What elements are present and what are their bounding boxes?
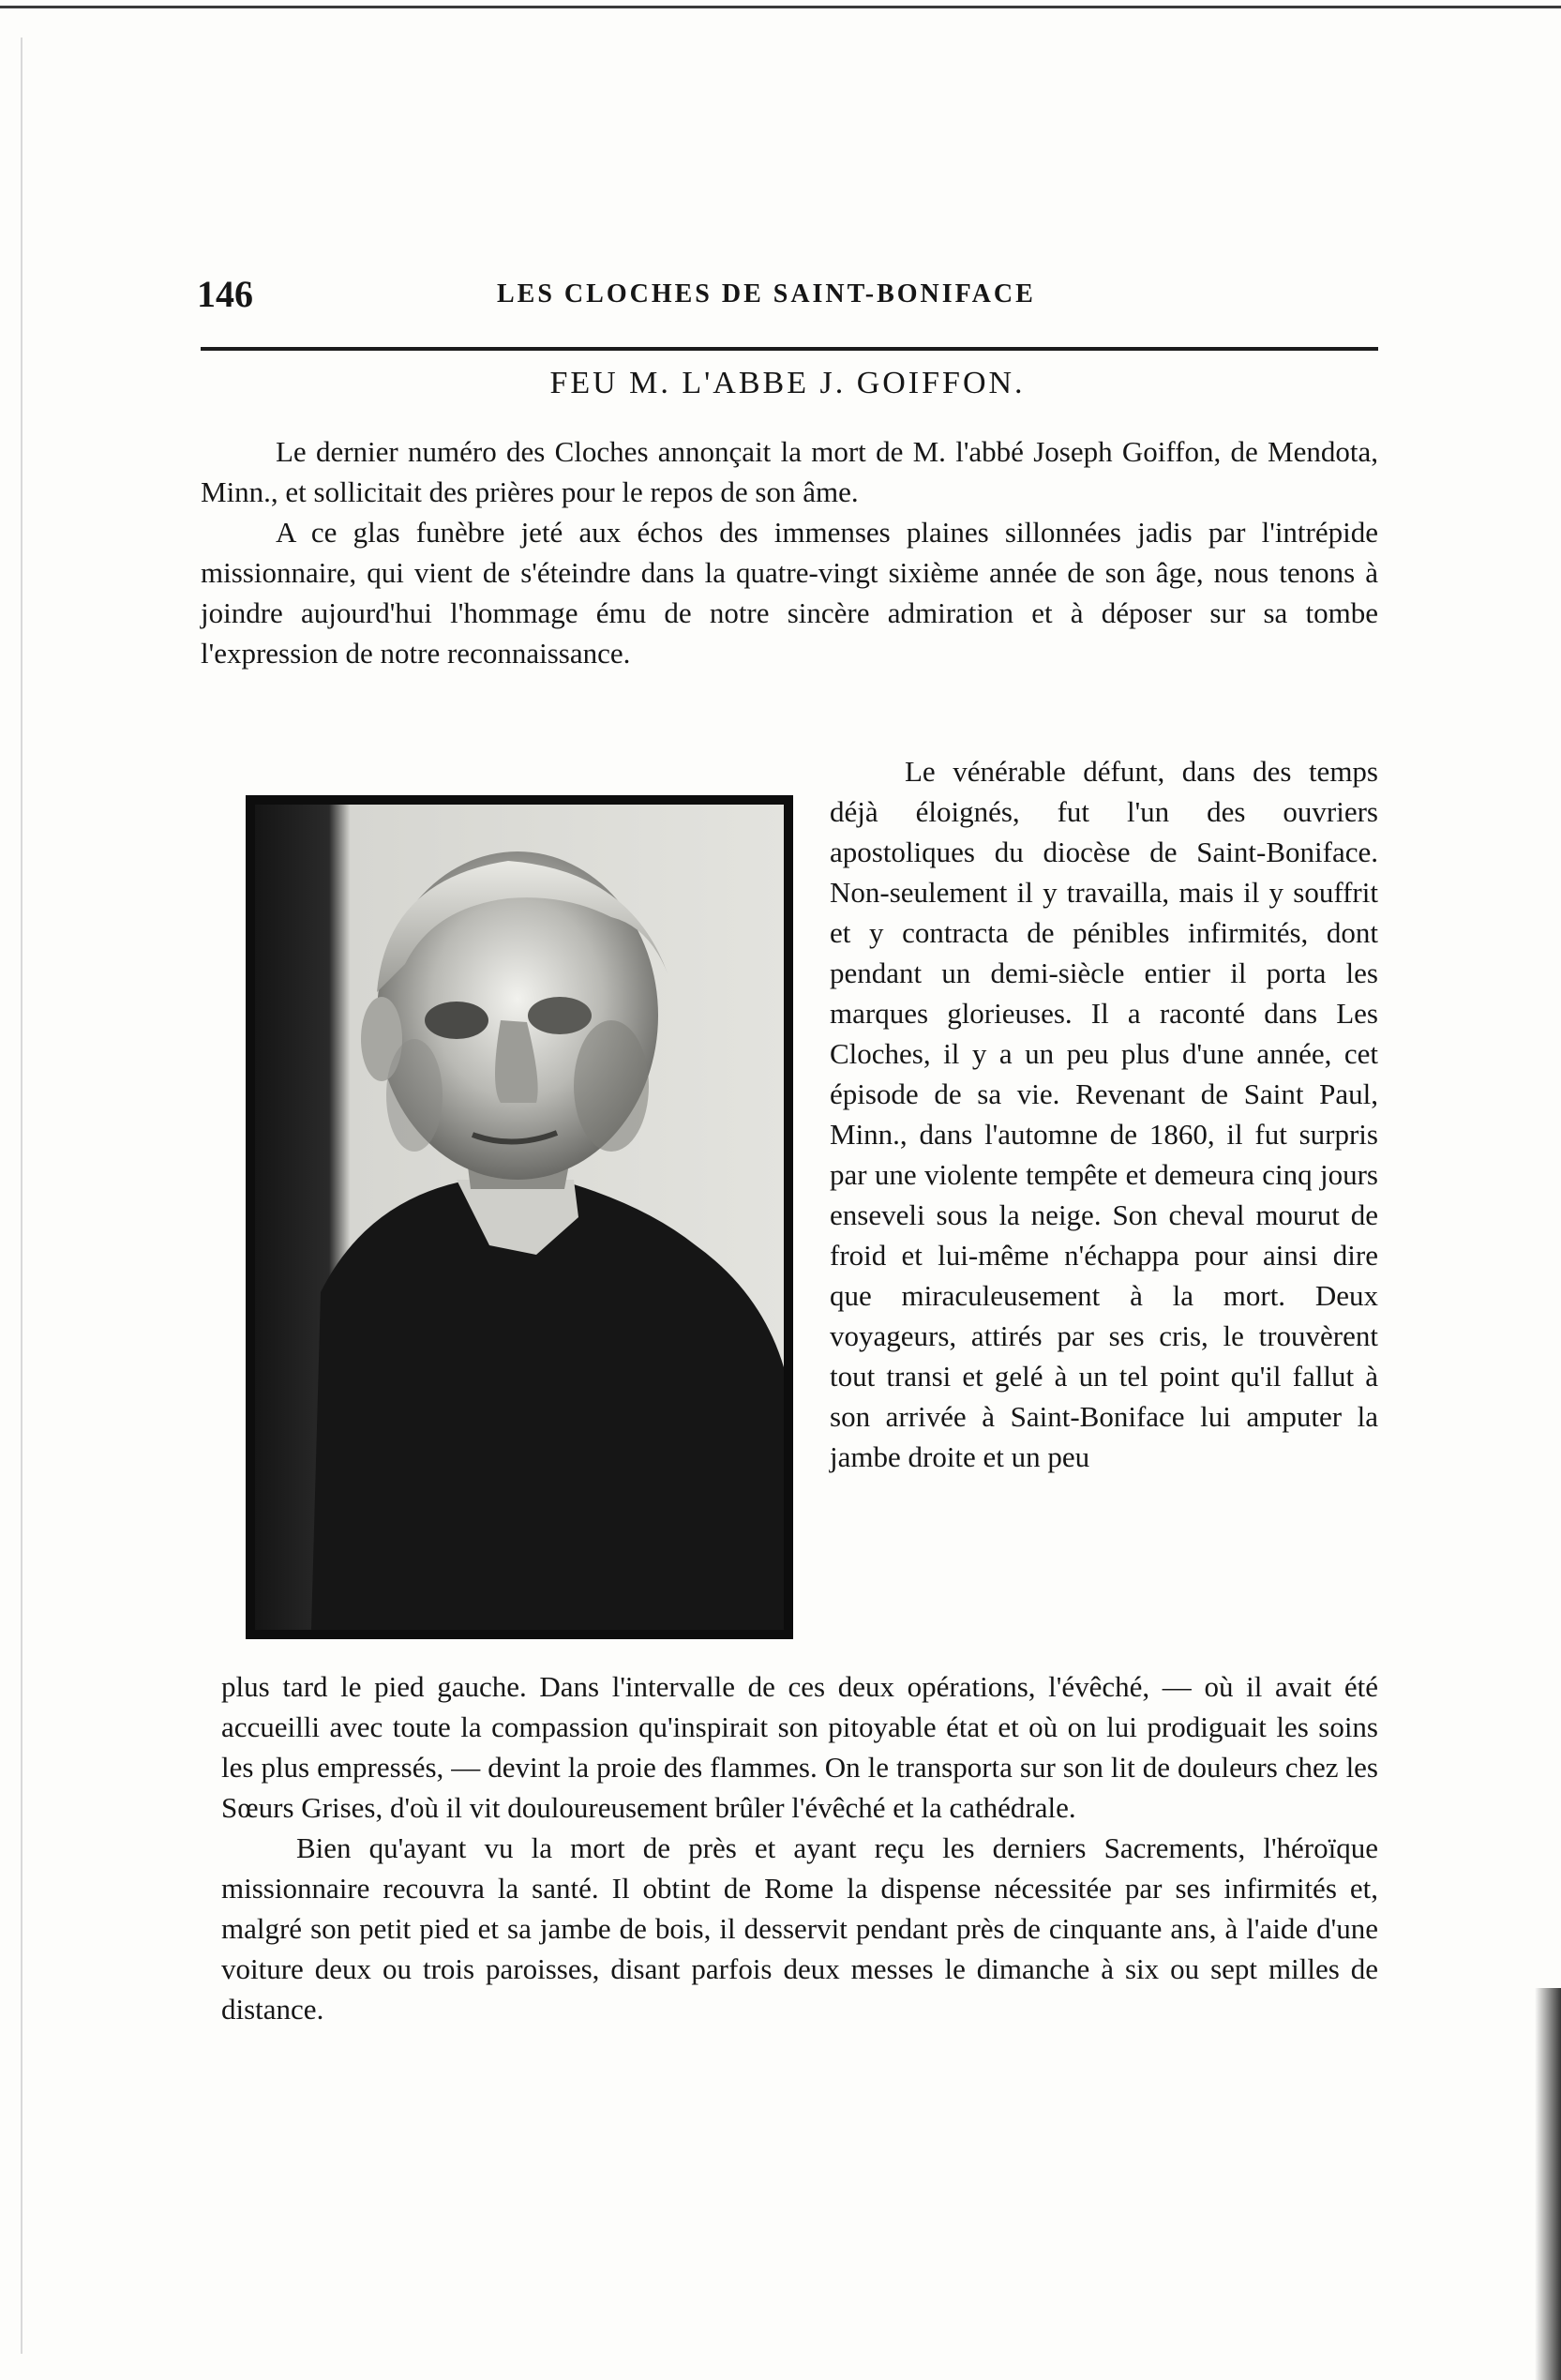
- journal-title: LES CLOCHES DE SAINT-BONIFACE: [497, 279, 1036, 309]
- paragraph-2: A ce glas funèbre jeté aux échos des immenses plaines sillonnées jadis par l'intrépide missionnaire, qui vient de s'éteindre dans la quatre-vingt sixième année de son âge, nous tenons à joindre aujourd'hui l'hommage ému de notre sincère admiration et à déposer sur sa tombe l'expression de notre reconnaissance.: [201, 516, 1378, 670]
- top-edge-rule: [0, 6, 1561, 8]
- paragraph-3-part-2: plus tard le pied gauche. Dans l'intervalle de ces deux opérations, l'évêché, — où il avait été accueilli avec toute la compassion qu'inspirait son pitoyable état et où on lui prodiguait les soins les plus empressés, — devint la proie des flammes. On le transporta sur son lit de douleurs chez les Sœurs Grises, d'où il vit douloureusement brûler l'évêché et la cathédrale.: [221, 1670, 1378, 1824]
- paragraph-4: Bien qu'ayant vu la mort de près et ayant reçu les derniers Sacrements, l'héroïque missionnaire recouvra la santé. Il obtint de Rome la dispense nécessitée par ses infirmités et, malgré son petit pied et sa jambe de bois, il desservit pendant près de cinquante ans, à l'aide d'une voiture deux ou trois paroisses, disant parfois deux messes le dimanche à six ou sept milles de distance.: [221, 1831, 1378, 2026]
- page-number: 146: [197, 273, 253, 315]
- portrait-image: [255, 805, 784, 1630]
- portrait-photo: [246, 795, 793, 1639]
- text-below-photo: [221, 1666, 1378, 2029]
- paragraph-1: Le dernier numéro des Cloches annonçait la mort de M. l'abbé Joseph Goiffon, de Mendota, Minn., et sollicitait des prières pour le repos de son âme.: [201, 435, 1378, 508]
- article-title: FEU M. L'ABBE J. GOIFFON.: [549, 366, 1026, 400]
- article-intro: [201, 431, 1378, 673]
- page-left-edge: [21, 38, 23, 2354]
- paragraph-3-part-1: Le vénérable défunt, dans des temps déjà éloignés, fut l'un des ouvriers apostoliques du diocèse de Saint-Boniface. Non-seulement il y travailla, mais il y souffrit et y contracta de pénibles infirmités, dont pendant un demi-siècle entier il porta les marques glorieuses. Il a raconté dans Les Cloches, il y a un peu plus d'une année, cet épisode de sa vie. Revenant de Saint Paul, Minn., dans l'automne de 1860, il fut surpris par une violente tempête et demeura cinq jours enseveli sous la neige. Son cheval mourut de froid et lui-même n'échappa pour ainsi dire que miraculeusement à la mort. Deux voyageurs, attirés par ses cris, le trouvèrent tout transi et gelé à un tel point qu'il fallut à son arrivée à Saint-Boniface lui amputer la jambe droite et un peu: [830, 755, 1378, 1473]
- running-head: [197, 272, 1378, 319]
- page-corner-shadow: [1535, 1988, 1561, 2380]
- text-beside-photo: [830, 751, 1378, 1477]
- header-rule: [201, 347, 1378, 351]
